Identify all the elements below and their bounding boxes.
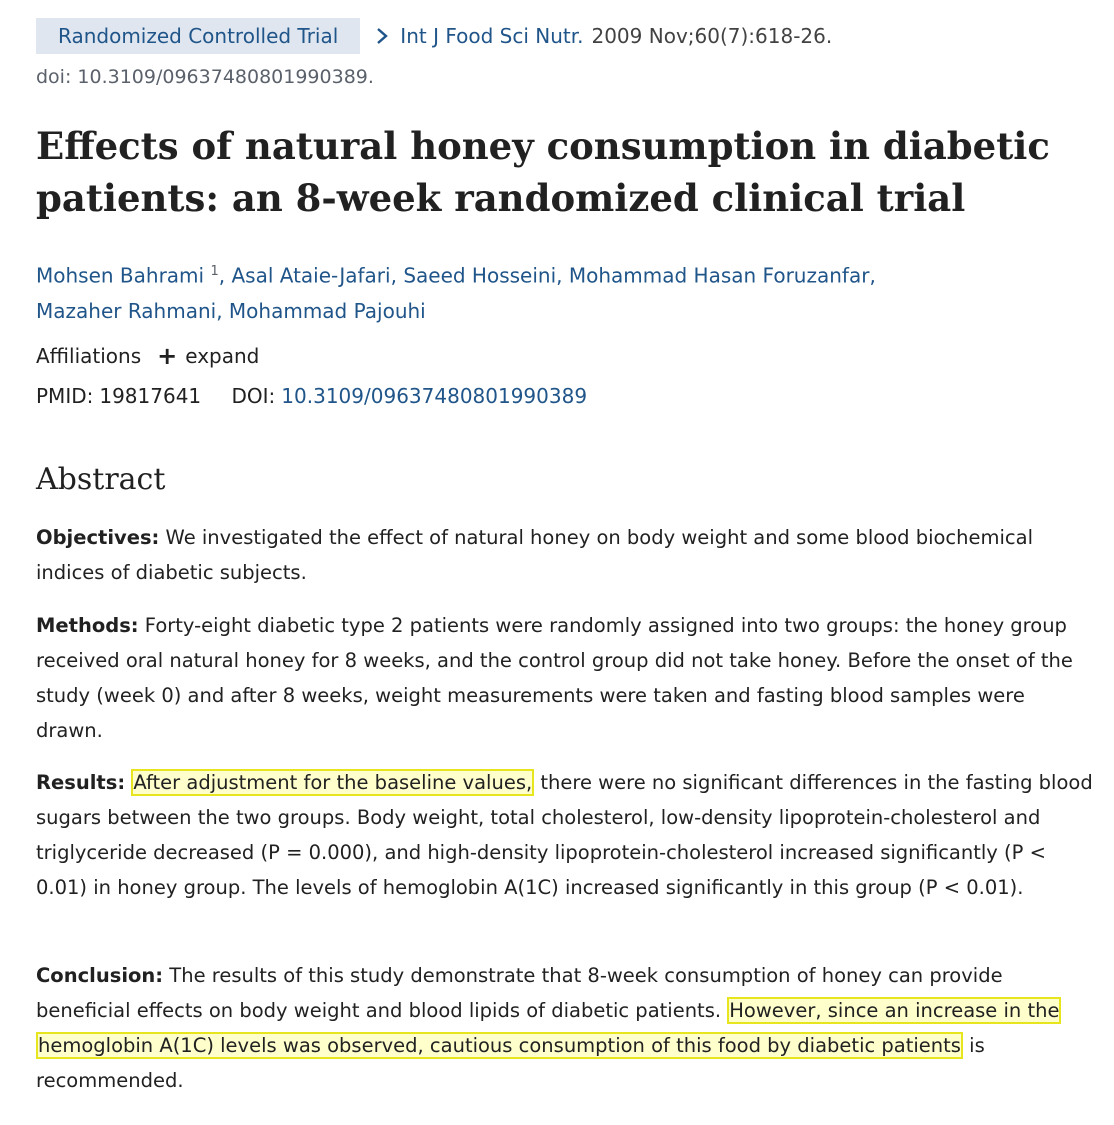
article-type-badge: Randomized Controlled Trial <box>36 18 360 54</box>
methods-text: Forty-eight diabetic type 2 patients were randomly assigned into two groups: the honey group received oral natural honey for 8 weeks, and the control group did not take honey. Before the onset of the study (week 0) and after 8 weeks, weight measurements were taken and fasting blood samples were drawn. <box>36 614 1073 742</box>
chevron-right-icon <box>376 27 392 45</box>
doi-link[interactable]: 10.3109/09637480801990389 <box>281 384 588 408</box>
abstract-conclusion <box>36 958 1096 1098</box>
affiliations-label: Affiliations <box>36 344 142 368</box>
author-list: Mohsen Bahrami $^1$, Asal Ataie-Jafari, Saeed Hosseini, Mohammad Hasan Foruzanfar, Mazaher Rahmani, Mohammad Pajouhi <box>36 263 876 323</box>
expand-label: expand <box>185 344 260 368</box>
abstract-methods <box>36 608 1096 748</box>
conclusion-text-end: is recommended. <box>36 1034 985 1092</box>
affiliations-row <box>36 344 259 368</box>
affiliation-ref[interactable]: 1 <box>210 264 219 279</box>
author-link[interactable]: Saeed Hosseini <box>403 263 557 288</box>
journal-link[interactable]: Int J Food Sci Nutr. <box>400 24 584 48</box>
author-link[interactable]: Asal Ataie-Jafari <box>231 263 391 288</box>
results-label: Results: <box>36 771 126 794</box>
expand-affiliations-button[interactable] <box>157 344 259 368</box>
citation-text: 2009 Nov;60(7):618-26. <box>591 24 833 48</box>
author-link[interactable]: Mazaher Rahmani <box>36 298 217 323</box>
doi-label: DOI: <box>231 384 276 408</box>
article-title: Effects of natural honey consumption in diabetic patients: an 8-week randomized clinical trial <box>36 124 1050 220</box>
author-link[interactable]: Mohsen Bahrami <box>36 263 205 288</box>
abstract-objectives <box>36 520 1096 590</box>
pmid-label: PMID: <box>36 384 94 408</box>
results-highlight: After adjustment for the baseline values, <box>133 771 533 794</box>
pmid-value: 19817641 <box>99 384 202 408</box>
author-link[interactable]: Mohammad Pajouhi <box>228 298 426 323</box>
conclusion-text: The results of this study demonstrate that 8-week consumption of honey can provide beneficial effects on body weight and blood lipids of diabetic patients. <box>36 964 1003 1022</box>
conclusion-label: Conclusion: <box>36 964 164 987</box>
plus-icon: + <box>157 342 178 370</box>
author-link[interactable]: Mohammad Hasan Foruzanfar <box>568 263 870 288</box>
objectives-text: We investigated the effect of natural honey on body weight and some blood biochemical indices of diabetic subjects. <box>36 526 1034 584</box>
conclusion-highlight: However, since an increase in the hemoglobin A(1C) levels was observed, cautious consumption of this food by diabetic patients <box>38 999 1060 1057</box>
identifiers-row <box>36 384 587 408</box>
abstract-results <box>36 765 1096 905</box>
results-text: there were no significant differences in the fasting blood sugars between the two groups. Body weight, total cholesterol, low-density lipoprotein-cholesterol and triglyceride decreased (P = 0.000), and high-density lipoprotein-cholesterol increased significantly (P < 0.01) in honey group. The levels of hemoglobin A(1C) increased significantly in this group (P < 0.01). <box>36 771 1093 899</box>
doi-line: doi: 10.3109/09637480801990389. <box>36 66 374 88</box>
abstract-heading: Abstract <box>36 462 166 497</box>
objectives-label: Objectives: <box>36 526 160 549</box>
publication-meta <box>36 18 832 54</box>
methods-label: Methods: <box>36 614 139 637</box>
